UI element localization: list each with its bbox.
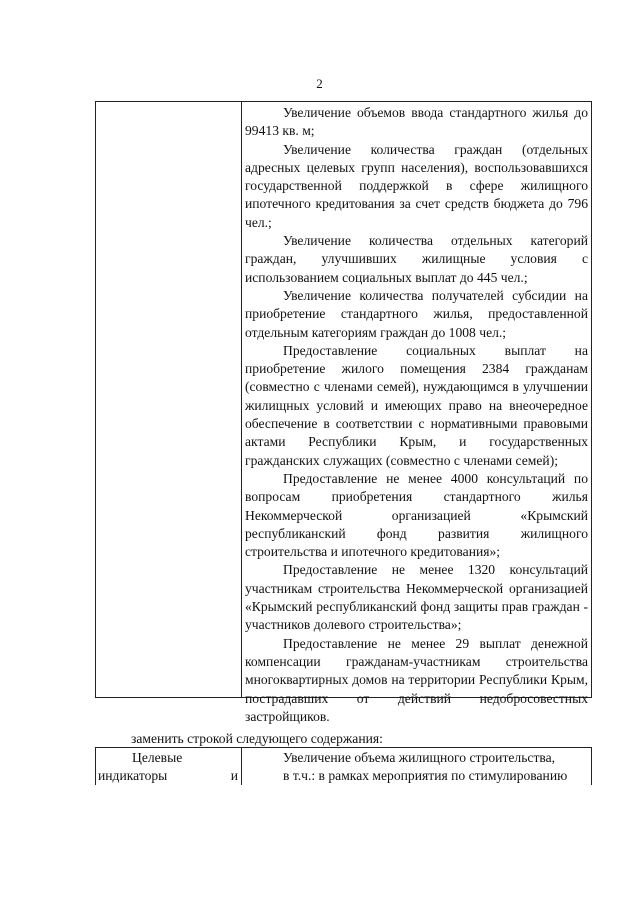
- row-header-cell: [98, 749, 238, 785]
- paragraph-subsidy-recipients: Увеличение количества получателей субсидии на приобретение стандартного жилья, предоставленной отдельным категориям граждан до 1008 чел.;: [245, 287, 588, 340]
- row-value-line2: в т.ч.: в рамках мероприятия по стимулированию: [283, 768, 568, 783]
- indicators-table-new: [95, 747, 592, 785]
- row-header-conjunction: и: [230, 768, 238, 783]
- row-value-line1: Увеличение объема жилищного строительства,: [283, 750, 556, 765]
- paragraph-mortgage-support: Увеличение количества граждан (отдельных адресных целевых групп населения), воспользовавшихся государственной поддержкой в сфере жилищного ипотечного кредитования за счет средств бюджета до 796 чел.;: [245, 141, 588, 230]
- paragraph-payments-2384: Предоставление социальных выплат на приобретение жилого помещения 2384 гражданам (совместно с членами семей), нуждающимся в улучшении жилищных условий и имеющих право на внеочередное обеспечение в соответствии с нормативными правовыми актами Республики Крым, и государственных гражданских служащих (совместно с членами семей);: [245, 342, 588, 468]
- row-header-line2: [98, 767, 238, 785]
- page-number: 2: [316, 76, 323, 91]
- row-header-word: индикаторы: [98, 768, 168, 783]
- column-divider: [241, 102, 242, 697]
- replacement-note: заменить строкой следующего содержания:: [131, 731, 383, 746]
- indicators-table-old: [95, 101, 592, 724]
- indicators-cell: [245, 104, 588, 726]
- paragraph-compensation-29: Предоставление не менее 29 выплат денежной компенсации гражданам-участникам строительства многоквартирных домов на территории Республики Крым, пострадавших от действий недобросовестных застройщиков.: [245, 635, 588, 724]
- paragraph-consultations-4000: Предоставление не менее 4000 консультаций по вопросам приобретения стандартного жилья Некоммерческой организацией «Крымский республиканский фонд развития жилищного строительства и ипотечного кредитования»;: [245, 470, 588, 560]
- row-value-cell: [245, 749, 588, 785]
- column-divider: [241, 748, 242, 785]
- paragraph-housing-volume: Увеличение объемов ввода стандартного жилья до 99413 кв. м;: [245, 105, 588, 139]
- row-header-line1: Целевые: [132, 750, 183, 765]
- paragraph-social-payments: Увеличение количества отдельных категорий граждан, улучшивших жилищные условия с использованием социальных выплат до 445 чел.;: [245, 233, 588, 285]
- paragraph-consultations-1320: Предоставление не менее 1320 консультаций участникам строительства Некоммерческой организацией «Крымский республиканский фонд защиты прав граждан - участников долевого строительства»;: [245, 562, 588, 633]
